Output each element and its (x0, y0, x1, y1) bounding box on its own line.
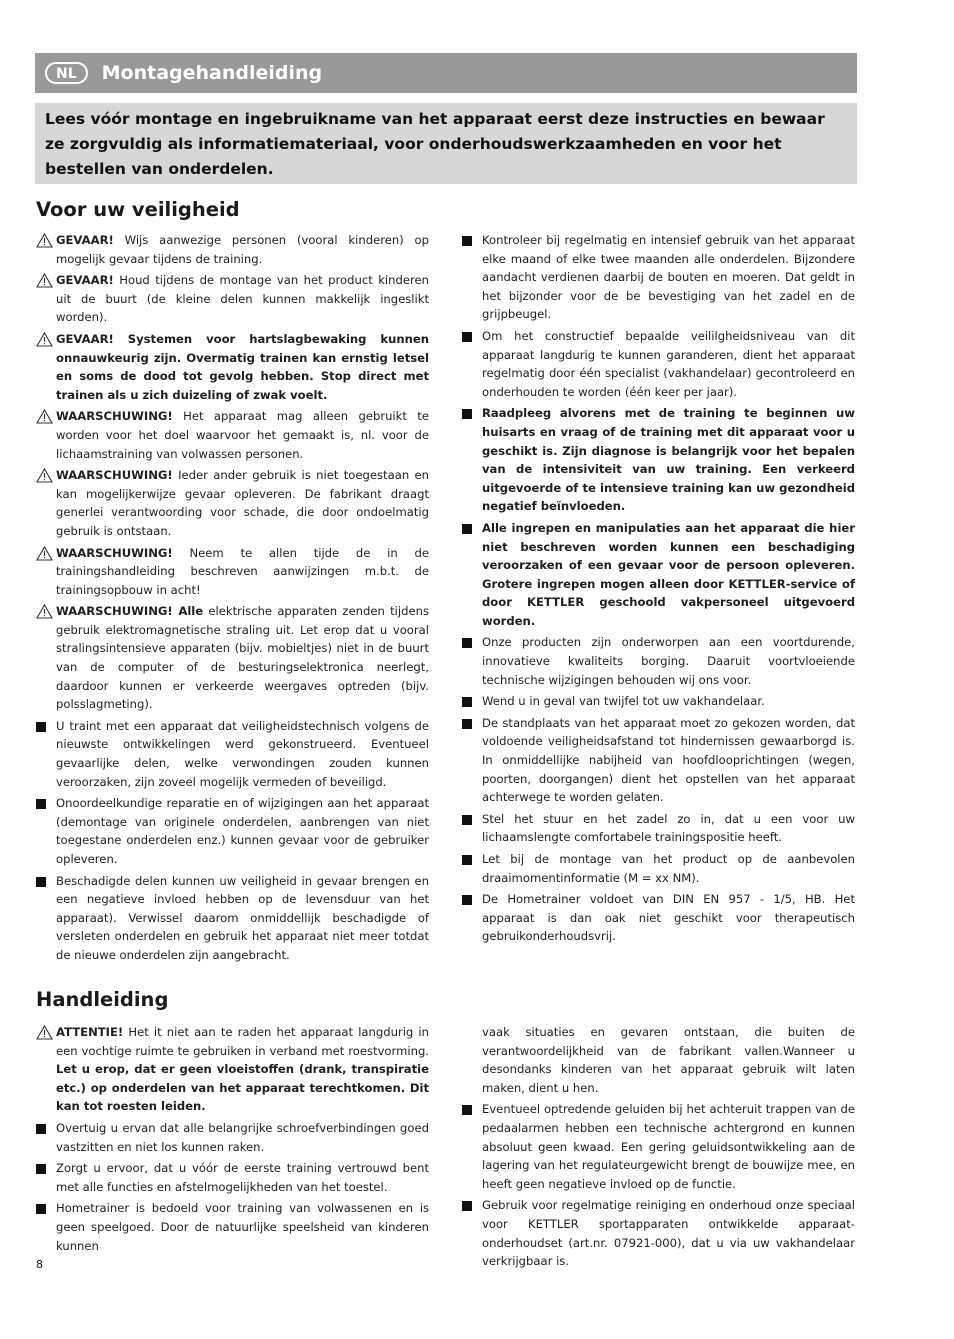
item-bold-text: Raadpleeg alvorens met de training te beginnen uw huisarts en vraag of de training met dit apparaat voor u geschikt is. Zijn diagnose is belangrijk voor het bepalen van de intensiviteit van uw training. Een verkeerd uitgevoerde of te intensieve training kan uw gezondheid negatief beïnvloeden. (482, 406, 855, 514)
warning-triangle-icon (36, 604, 53, 619)
square-bullet-icon (462, 329, 472, 342)
warning-label: WAARSCHUWING! (56, 468, 173, 483)
item-text: De standplaats van het apparaat moet zo gekozen worden, dat voldoende veiligheidsafstand tot hindernissen gewaarborgd is. In onmiddellijke nabijheid van hoofdlooprichtingen (wegen, poorten, doorgangen) dient het opstellen van het apparaat achterwege te worden gelaten. (482, 715, 855, 805)
item-text: Gebruik voor regelmatige reiniging en onderhoud onze speciaal voor KETTLER sportapparaten ontwikkelde apparaat-onderhoudset (art.nr. 07921-000), dat u via uw vakhandelaar verkrijgbaar is. (482, 1198, 855, 1269)
item-text: Overtuig u ervan dat alle belangrijke schroefverbindingen goed vastzitten en niet los kunnen raken. (56, 1120, 429, 1154)
language-badge: NL (45, 62, 88, 84)
item-bold-text: Let u erop, dat er geen vloeistoffen (drank, transpiratie etc.) op onderdelen van het apparaat terechtkomen. Dit kan tot roesten leiden. (56, 1062, 429, 1114)
item-text: Kontroleer bij regelmatig en intensief gebruik van het apparaat elke maand of elke twee maanden alle onderdelen. Bijzondere aandacht verdienen daarbij de bouten en moeren. Dat geldt in het bijzonder voor de be bevestiging van het zadel en de grijpbeugel. (482, 233, 855, 322)
square-bullet-icon (462, 852, 472, 865)
bullet-item (462, 231, 855, 324)
bullet-item (462, 327, 855, 401)
warning-triangle-icon (36, 233, 53, 248)
bullet-item (462, 1100, 855, 1193)
warning-item (36, 602, 429, 714)
bullet-item (36, 1159, 429, 1196)
item-text: Ieder ander gebruik is niet toegestaan en kan mogelijkerwijze gevaar opleveren. De fabrikant draagt generlei verantwoording voor schade, die door ondoelmatig gebruik is ontstaan. (56, 468, 429, 538)
item-text: Het apparaat mag alleen gebruikt te worden voor het doel waarvoor het gemaakt is, nl. voor de lichaamstraining van volwassen personen. (56, 409, 429, 461)
square-bullet-icon (462, 1198, 472, 1211)
warning-item (36, 330, 429, 404)
manual-right-column (462, 1023, 855, 1274)
square-bullet-icon (462, 694, 472, 707)
item-text: Stel het stuur en het zadel zo in, dat u een voor uw lichaamslengte comfortabele trainingspositie heeft. (482, 811, 855, 845)
warning-item (36, 231, 429, 268)
warning-triangle-icon (36, 1025, 53, 1040)
bullet-item (36, 1119, 429, 1156)
bullet-item (36, 1199, 429, 1255)
warning-triangle-icon (36, 332, 53, 347)
manual-left-column (36, 1023, 429, 1258)
warning-label: GEVAAR! (56, 233, 114, 247)
bullet-item (462, 810, 855, 847)
intro-notice: Lees vóór montage en ingebruikname van het apparaat eerst deze instructies en bewaar ze zorgvuldig als informatiemateriaal, voor onderhoudswerkzaamheden en voor het bestellen van onderdelen. (35, 103, 857, 184)
warning-triangle-icon (36, 273, 53, 288)
warning-triangle-icon (36, 546, 53, 561)
warning-item (36, 407, 429, 463)
manual-continuation-text: vaak situaties en gevaren ontstaan, die buiten de verantwoordelijkheid van de fabrikant vallen.Wanneer u desondanks kinderen van het apparaat gebruik wilt laten maken, dient u hen. (482, 1025, 855, 1095)
square-bullet-icon (462, 406, 472, 419)
item-bold-text: Alle ingrepen en manipulaties aan het apparaat die hier niet beschreven worden kunnen een beschadiging veroorzaken of een gevaar voor de persoon opleveren. Grotere ingrepen mogen alleen door KETTLER-service of door KETTLER geschoold vakpersoneel uitgevoerd worden. (482, 520, 855, 628)
item-text: Let bij de montage van het product op de aanbevolen draaimomentinformatie (M = xx NM). (482, 852, 855, 885)
item-text: Om het constructief bepaalde veililgheidsniveau van dit apparaat langdurig te kunnen garanderen, dient het apparaat regelmatig door één specialist (vakhandelaar) gecontroleerd en onderhouden te worden (één keer per jaar). (482, 328, 855, 399)
square-bullet-icon (36, 874, 46, 887)
item-text: Eventueel optredende geluiden bij het achteruit trappen van de pedaalarmen hebben een technische achtergrond en kunnen absoluut geen kwaad. Een gering geluidsontwikkeling aan de lagering van het regulateurgewicht brengt de bouwijze mee, en heeft geen negatieve invloed op de functie. (482, 1102, 855, 1191)
item-text: Zorgt u ervoor, dat u vóór de eerste training vertrouwd bent met alle functies en afstelmogelijkheden van het toestel. (56, 1161, 429, 1194)
warning-label: WAARSCHUWING! (56, 409, 173, 424)
item-text: elektrische apparaten zenden tijdens gebruik elektromagnetische straling uit. Let erop dat u vooral stralingsintensieve apparaten (bijv. mobieltjes) niet in de buurt van de computer of de besturingselektronica neerlegt, daardoor kunnen er verkeerde weergaves optreden (bijv. polsslagmeting). (56, 604, 429, 712)
warning-label: GEVAAR! (56, 273, 114, 288)
safety-left-column (36, 231, 429, 968)
square-bullet-icon (462, 521, 472, 534)
bullet-item (36, 717, 429, 791)
warning-item (36, 1023, 429, 1116)
page-title: Montagehandleiding (101, 62, 323, 84)
bullet-item (462, 850, 855, 887)
item-text: De Hometrainer voldoet van DIN EN 957 - 1/5, HB. Het apparaat is dan oak niet geschikt voor therapeutisch gebruikonderhoudsvrij. (482, 892, 855, 944)
square-bullet-icon (36, 1161, 46, 1174)
warning-item (36, 271, 429, 327)
warning-label: GEVAAR! (56, 331, 114, 346)
warning-item (36, 466, 429, 540)
bullet-item (462, 890, 855, 946)
item-text: Hometrainer is bedoeld voor training van volwassenen en is geen speelgoed. Door de natuurlijke speelsheid van kinderen kunnen (56, 1201, 429, 1253)
warning-triangle-icon (36, 468, 53, 483)
page-number: 8 (36, 1258, 43, 1271)
warning-label: WAARSCHUWING! (56, 545, 173, 560)
warning-triangle-icon (36, 409, 53, 424)
item-text: Wend u in geval van twijfel tot uw vakhandelaar. (482, 694, 765, 709)
warning-label: ATTENTIE! (56, 1025, 124, 1039)
bullet-item (462, 1196, 855, 1270)
bullet-item (36, 794, 429, 868)
item-text: Neem te allen tijde de in de trainingshandleiding beschreven aanwijzingen m.b.t. de trainingsopbouw in acht! (56, 545, 429, 597)
square-bullet-icon (462, 1102, 472, 1115)
item-text: Het it niet aan te raden het apparaat langdurig in een vochtige ruimte te gebruiken in verband met roestvorming. (56, 1025, 429, 1058)
manual-heading: Handleiding (36, 988, 169, 1011)
square-bullet-icon (462, 635, 472, 648)
item-text: Onze producten zijn onderworpen aan een voortdurende, innovatieve kwaliteits borging. Daaruit voortvloeiende technische wijzigingen behouden wij ons voor. (482, 635, 855, 687)
safety-right-column (462, 231, 855, 949)
bullet-item (462, 714, 855, 807)
item-text: Onoordeelkundige reparatie en of wijzigingen aan het apparaat (demontage van originele onderdelen, aanbrengen van niet toegestane onderdelen enz.) kunnen gevaar voor de gebruiker opleveren. (56, 796, 429, 866)
warning-item (36, 544, 429, 600)
bullet-item (462, 692, 855, 711)
bullet-item (462, 404, 855, 516)
square-bullet-icon (462, 233, 472, 246)
warning-label: WAARSCHUWING! Alle (56, 604, 204, 619)
square-bullet-icon (462, 812, 472, 825)
section-header-bar (35, 53, 857, 93)
item-text: Wijs aanwezige personen (vooral kinderen) op mogelijk gevaar tijdens de training. (56, 233, 429, 266)
bullet-item (462, 633, 855, 689)
square-bullet-icon (462, 716, 472, 729)
item-bold-text: Systemen voor hartslagbewaking kunnen onnauwkeurig zijn. Overmatig trainen kan ernstig letsel en soms de dood tot gevolg hebben. Stop direct met trainen als u zich duizeling of zwak voelt. (56, 331, 429, 402)
square-bullet-icon (36, 1201, 46, 1214)
square-bullet-icon (462, 892, 472, 905)
square-bullet-icon (36, 1121, 46, 1134)
square-bullet-icon (36, 796, 46, 809)
item-text: Houd tijdens de montage van het product kinderen uit de buurt (de kleine delen kunnen makkelijk ingeslikt worden). (56, 273, 429, 325)
bullet-item (36, 872, 429, 965)
safety-heading: Voor uw veiligheid (36, 198, 240, 221)
item-text: Beschadigde delen kunnen uw veiligheid in gevaar brengen en een negatieve invloed hebben op de levensduur van het apparaat). Verwissel daarom onmiddellijk beschadigde of versleten onderdelen en gebruik het apparaat niet meer totdat de nieuwe onderdelen zijn aangebracht. (56, 873, 429, 962)
square-bullet-icon (36, 719, 46, 732)
item-text: U traint met een apparaat dat veiligheidstechnisch volgens de nieuwste ontwikkelingen werd gekonstrueerd. Eventueel gevaarlijke delen, welke verwondingen zouden kunnen veroorzaken, zijn zoveel mogelijk vermeden of beveiligd. (56, 718, 429, 789)
bullet-item (462, 519, 855, 631)
